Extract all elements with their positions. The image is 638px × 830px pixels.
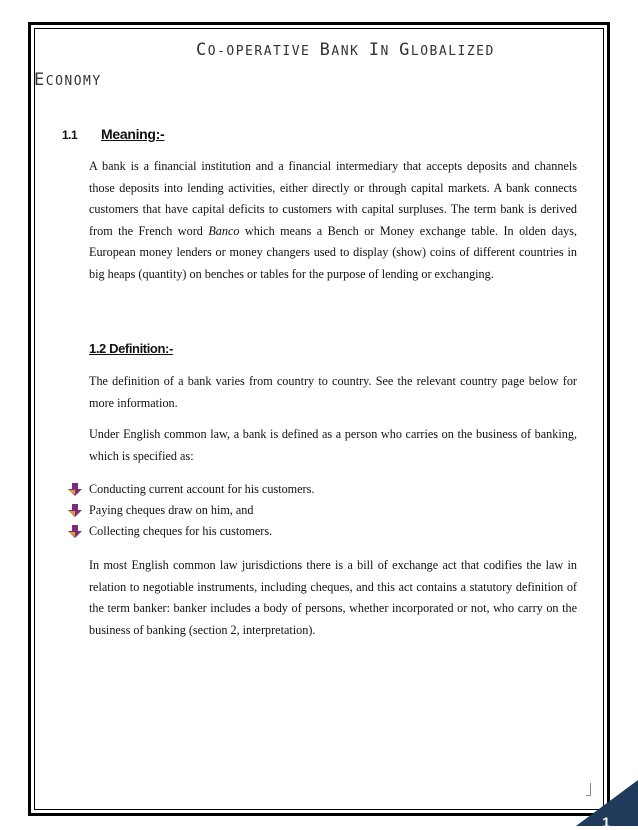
arrow-down-bullet-icon [68, 483, 82, 496]
document-title-line2: ECONOMY [34, 70, 102, 90]
page-number: 1 [602, 814, 610, 830]
arrow-down-bullet-icon [68, 504, 82, 517]
page-border-inner [34, 28, 604, 810]
list-item: Collecting cheques for his customers. [68, 521, 568, 542]
document-title-line1: CO-OPERATIVE BANK IN GLOBALIZED [196, 40, 495, 60]
definition-paragraph-1: The definition of a bank varies from country to country. See the relevant country page below for more information. [89, 374, 577, 410]
section-heading: Meaning:- [101, 126, 165, 142]
italic-term: Banco [208, 223, 240, 238]
list-item: Conducting current account for his customers. [68, 479, 568, 500]
list-item: Paying cheques draw on him, and [68, 500, 568, 521]
arrow-down-bullet-icon [68, 525, 82, 538]
bullet-list [68, 479, 568, 542]
section-number: 1.1 [62, 128, 78, 142]
definition-paragraph-2: Under English common law, a bank is defined as a person who carries on the business of banking, which is specified as: [89, 427, 577, 463]
meaning-paragraph: A bank is a financial institution and a financial intermediary that accepts deposits and channels those deposits into lending activities, either directly or through capital markets. A bank connects customers that have capital deficits to customers with capital surpluses. The term bank is derived from the French word Banco which means a Bench or Money exchange table. In olden days, European money lenders or money changers used to display (show) coins of different countries in big heaps (quantity) on benches or tables for the purpose of lending or exchanging. [89, 159, 577, 281]
definition-paragraph-3: In most English common law jurisdictions there is a bill of exchange act that codifies the law in relation to negotiable instruments, including cheques, and this act contains a statutory definition of the term banker: banker includes a body of persons, whether incorporated or not, who carry on the business of banking (section 2, interpretation). [89, 558, 577, 637]
subsection-heading: 1.2 Definition:- [89, 341, 173, 356]
